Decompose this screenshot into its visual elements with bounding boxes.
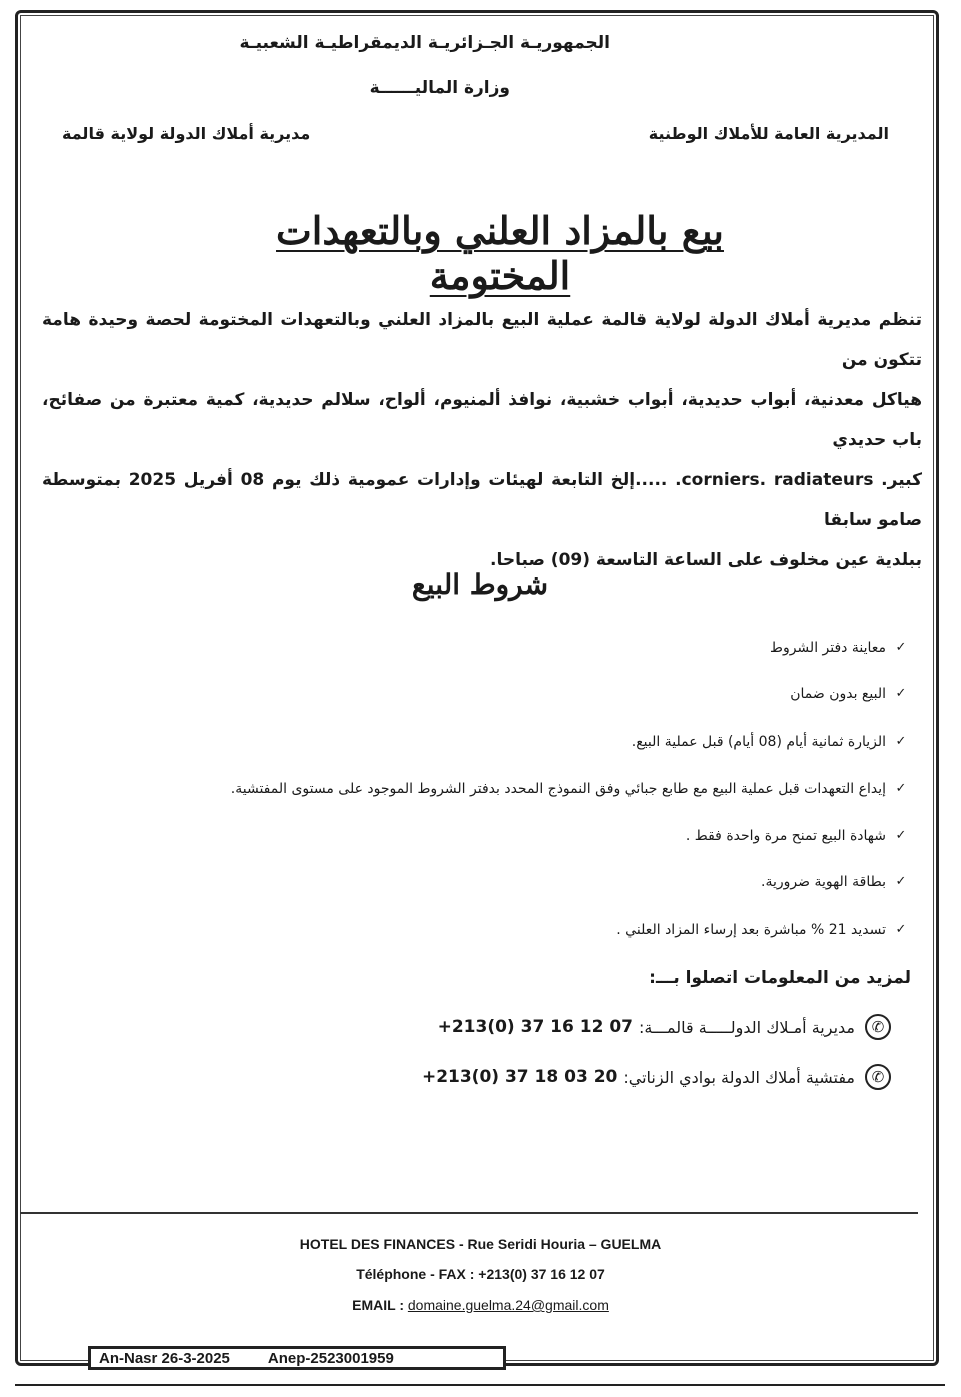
condition-text: تسديد 21 % مباشرة بعد إرساء المزاد العلني . <box>616 922 886 938</box>
condition-item <box>156 870 916 894</box>
check-icon: ✓ <box>895 874 907 889</box>
condition-text: البيع بدون ضمان <box>790 686 886 702</box>
check-icon: ✓ <box>895 734 907 749</box>
header-direction-general: المديرية العامة للأملاك الوطنية <box>648 124 889 143</box>
contact-number[interactable]: +213(0) 37 16 12 07 <box>437 1017 633 1037</box>
bottom-rule <box>15 1384 945 1386</box>
contact-label: مفتشية أملاك الدولة بوادي الزناتي: <box>623 1067 855 1087</box>
condition-item <box>156 682 916 706</box>
phone-icon: ✆ <box>865 1064 891 1090</box>
condition-item <box>156 777 916 801</box>
header-republic: الجمهوريـة الجـزائريـة الديمقراطيـة الشعبيـة <box>239 33 610 53</box>
newspaper-date: An-Nasr 26-3-2025 <box>99 1349 230 1367</box>
body-line-2: هياكل معدنية، أبواب حديدية، أبواب خشبية، نوافذ ألمنيوم، ألواح، سلالم حديدية، كمية معتبرة من صفائح، باب حديدي <box>42 390 922 450</box>
contact-row <box>438 1012 891 1042</box>
anep-reference: Anep-2523001959 <box>267 1349 394 1367</box>
footer-address: HOTEL DES FINANCES - Rue Seridi Houria – GUELMA <box>299 1236 662 1252</box>
condition-item <box>156 824 916 848</box>
body-line-3: كبير. corniers. radiateurs. .....إلخ التابعة لهيئات وإدارات عمومية ذلك يوم 08 أفريل 2025 بمتوسطة صامو سابقا <box>42 470 922 530</box>
condition-item <box>156 636 916 660</box>
info-heading: لمزيد من المعلومات اتصلوا بـــ: <box>649 968 911 988</box>
footer-phone-fax: Téléphone - FAX : +213(0) 37 16 12 07 <box>356 1266 605 1282</box>
announcement-title: بيع بالمزاد العلني وبالتعهدات المختومة <box>276 208 724 298</box>
header-direction-local: مديرية أملاك الدولة لولاية قالمة <box>62 124 311 143</box>
condition-text: الزيارة ثمانية أيام (08 أيام) قبل عملية البيع. <box>631 734 886 750</box>
condition-text: إيداع التعهدات قبل عملية البيع مع طابع جبائي وفق النموذج المحدد بدفتر الشروط الموجود على مستوى المفتشية. <box>230 781 886 797</box>
check-icon: ✓ <box>895 781 907 796</box>
condition-item <box>156 730 916 754</box>
footer-email <box>0 1297 961 1313</box>
condition-text: بطاقة الهوية ضرورية. <box>761 874 886 890</box>
email-link[interactable]: domaine.guelma.24@gmail.com <box>407 1297 609 1313</box>
header-ministry: وزارة الماليــــــة <box>369 78 510 98</box>
condition-text: شهادة البيع تمنح مرة واحدة فقط . <box>685 828 886 844</box>
phone-icon: ✆ <box>865 1014 891 1040</box>
condition-item <box>156 918 916 942</box>
email-label: EMAIL : <box>352 1297 408 1313</box>
check-icon: ✓ <box>895 922 907 937</box>
announcement-body <box>42 300 922 580</box>
conditions-title: شروط البيع <box>411 568 549 601</box>
publication-stamp <box>88 1346 506 1370</box>
check-icon: ✓ <box>895 828 907 843</box>
contact-number[interactable]: +213(0) 37 18 03 20 <box>421 1067 618 1087</box>
contact-label: مديرية أمـلاك الدولـــــة قالمـــة: <box>639 1017 855 1037</box>
check-icon: ✓ <box>895 686 907 701</box>
body-line-1: تنظم مديرية أملاك الدولة لولاية قالمة عملية البيع بالمزاد العلني وبالتعهدات المختومة لحصة وحيدة هامة تتكون من <box>42 310 922 370</box>
contact-row <box>422 1062 891 1092</box>
condition-text: معاينة دفتر الشروط <box>770 640 886 656</box>
check-icon: ✓ <box>895 640 907 655</box>
footer-divider <box>20 1212 918 1214</box>
body-line-4: ببلدية عين مخلوف على الساعة التاسعة (09) صباحا. <box>490 550 922 570</box>
